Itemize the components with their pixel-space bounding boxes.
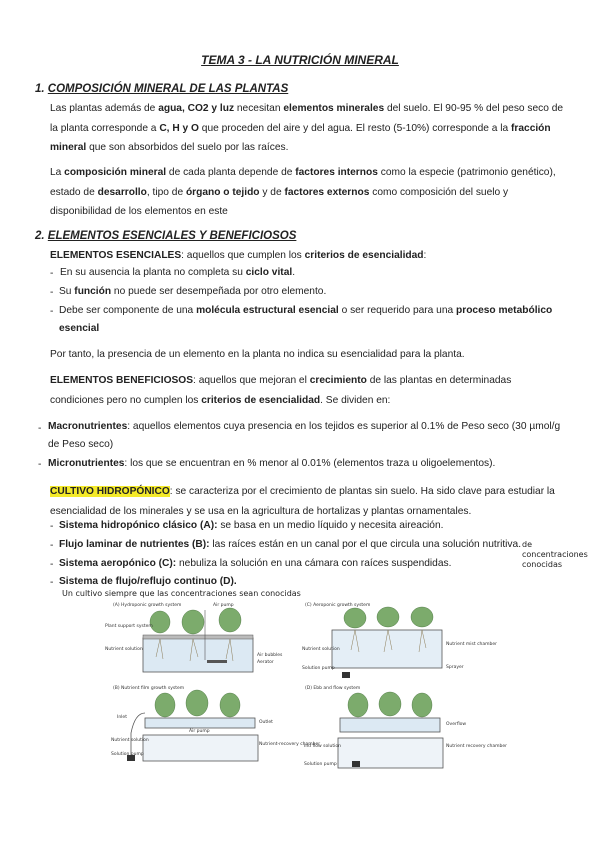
list-dash: - xyxy=(50,540,54,551)
section-2-number: 2. xyxy=(35,230,45,242)
svg-text:Plant support system: Plant support system xyxy=(105,624,153,629)
list-dash: - xyxy=(50,268,54,279)
section-1-paragraph-1: Las plantas además de agua, CO2 y luz necesitan elementos minerales del suelo. El 90-95 % del peso seco de la planta corresponde a C, H y O que proceden del aire y del agua. El resto (5-10%) corresponde a la fracción mineral que son absorbidos del suelo por las raíces. xyxy=(50,103,564,153)
svg-text:Solution pump: Solution pump xyxy=(302,666,335,671)
svg-text:Nutrient solution: Nutrient solution xyxy=(302,647,340,652)
micronutrientes-item: Micronutrientes: los que se encuentran en % menor al 0.01% (elementos traza u oligoelementos). xyxy=(48,458,496,469)
svg-text:Sprayer: Sprayer xyxy=(446,665,464,670)
plant-icon xyxy=(348,692,432,717)
figure-b-title: (B) Nutrient film growth system xyxy=(113,686,185,691)
list-dash: - xyxy=(50,306,54,317)
figure-d-tray xyxy=(340,718,440,732)
section-2-title: ELEMENTOS ESENCIALES Y BENEFICIOSOS xyxy=(47,230,297,242)
svg-text:Air pump: Air pump xyxy=(189,729,210,734)
figure-a-hydroponic xyxy=(85,600,295,685)
figure-b-nutrient-film xyxy=(85,683,321,768)
cultivo-paragraph: CULTIVO HIDROPÓNICO: se caracteriza por el crecimiento de plantas sin suelo. Ha sido clave para estudiar la esencialidad de los minerales y se usa en la agricultura de hortalizas y plantas ornamentales. xyxy=(50,486,555,517)
svg-text:Overflow: Overflow xyxy=(446,722,467,727)
sistema-b: Flujo laminar de nutrientes (B): las raíces están en un canal por el que circula una solución nutritiva. xyxy=(59,539,522,550)
svg-text:Solution pump: Solution pump xyxy=(304,762,337,767)
figure-b-channel xyxy=(145,718,255,728)
svg-text:Nutrient recovery chamber: Nutrient recovery chamber xyxy=(446,744,507,749)
criterio-3: Debe ser componente de una molécula estructural esencial o ser requerido para una proceso metabólico esencial xyxy=(59,305,553,334)
page-title: TEMA 3 - LA NUTRICIÓN MINERAL xyxy=(201,53,399,67)
sistema-a: Sistema hidropónico clásico (A): se basa en un medio líquido y necesita aireación. xyxy=(59,520,444,531)
list-dash: - xyxy=(38,459,42,470)
svg-text:Nutrient solution: Nutrient solution xyxy=(111,738,149,743)
list-dash: - xyxy=(50,287,54,298)
figure-a-aerator xyxy=(207,660,227,663)
list-dash: - xyxy=(38,423,42,434)
svg-text:Air pump: Air pump xyxy=(213,603,234,608)
list-dash: - xyxy=(50,521,54,532)
esenciales-intro: ELEMENTOS ESENCIALES: aquellos que cumplen los criterios de esencialidad: xyxy=(50,250,427,261)
svg-text:Aerator: Aerator xyxy=(257,660,274,665)
section-1-title: COMPOSICIÓN MINERAL DE LAS PLANTAS xyxy=(47,83,289,95)
figure-a-tank xyxy=(143,638,253,672)
svg-text:Solution pump: Solution pump xyxy=(111,752,144,757)
figure-a-title: (A) Hydroponic growth system xyxy=(113,603,182,608)
sistema-c: Sistema aeropónico (C): nebuliza la solución en una cámara con raíces suspendidas. xyxy=(59,558,452,569)
criterio-2: Su función no puede ser desempeñada por otro elemento. xyxy=(59,286,327,297)
conclusion-text: Por tanto, la presencia de un elemento en la planta no indica su esencialidad para la planta. xyxy=(50,349,465,360)
section-1-heading xyxy=(35,83,288,95)
section-1-paragraph-2: La composición mineral de cada planta depende de factores internos como la especie (patrimonio genético), estado de desarrollo, tipo de órgano o tejido y de factores externos como composición del suelo y disponibilidad de los elementos en este xyxy=(50,167,556,217)
svg-text:Ind flow solution: Ind flow solution xyxy=(304,744,341,749)
list-dash: - xyxy=(50,559,54,570)
svg-text:Nutrient-recovery chamber: Nutrient-recovery chamber xyxy=(259,742,321,747)
criterio-1: En su ausencia la planta no completa su ciclo vital. xyxy=(60,267,296,278)
svg-text:Inlet: Inlet xyxy=(117,715,127,720)
section-2-heading xyxy=(35,230,296,242)
figure-c-pump xyxy=(342,672,350,678)
section-1-number: 1. xyxy=(35,83,45,95)
plant-icon xyxy=(150,608,241,634)
side-note: de concentraciones conocidas xyxy=(522,540,588,569)
plant-icon xyxy=(155,690,240,717)
list-dash: - xyxy=(50,577,54,588)
figure-d-ebb-flow xyxy=(300,683,507,775)
sistema-d: Sistema de flujo/reflujo continuo (D). xyxy=(59,576,237,587)
macronutrientes-item: Macronutrientes: aquellos elementos cuya presencia en los tejidos es superior al 0.1% de Peso seco (30 µmol/g de Peso seco) xyxy=(48,421,561,450)
svg-text:Nutrient mist chamber: Nutrient mist chamber xyxy=(446,642,498,647)
figure-d-title: (D) Ebb and flow system xyxy=(305,686,361,691)
figure-b-reservoir xyxy=(143,735,258,761)
plant-icon xyxy=(344,607,433,628)
cultivo-highlight: CULTIVO HIDROPÓNICO xyxy=(50,486,170,497)
svg-text:Air bubbles: Air bubbles xyxy=(257,653,283,658)
svg-text:Outlet: Outlet xyxy=(259,720,273,725)
small-note: Un cultivo siempre que las concentraciones sean conocidas xyxy=(62,589,301,598)
figure-c-aeroponic xyxy=(300,600,498,685)
figure-c-title: (C) Aeroponic growth system xyxy=(305,603,371,608)
beneficiosos-paragraph: ELEMENTOS BENEFICIOSOS: aquellos que mejoran el crecimiento de las plantas en determinadas condiciones pero no cumplen los criterios de esencialidad. Se dividen en: xyxy=(50,375,512,406)
figure-d-pump xyxy=(352,761,360,767)
figure-a-support xyxy=(143,635,253,639)
svg-text:Nutrient solution: Nutrient solution xyxy=(105,647,143,652)
